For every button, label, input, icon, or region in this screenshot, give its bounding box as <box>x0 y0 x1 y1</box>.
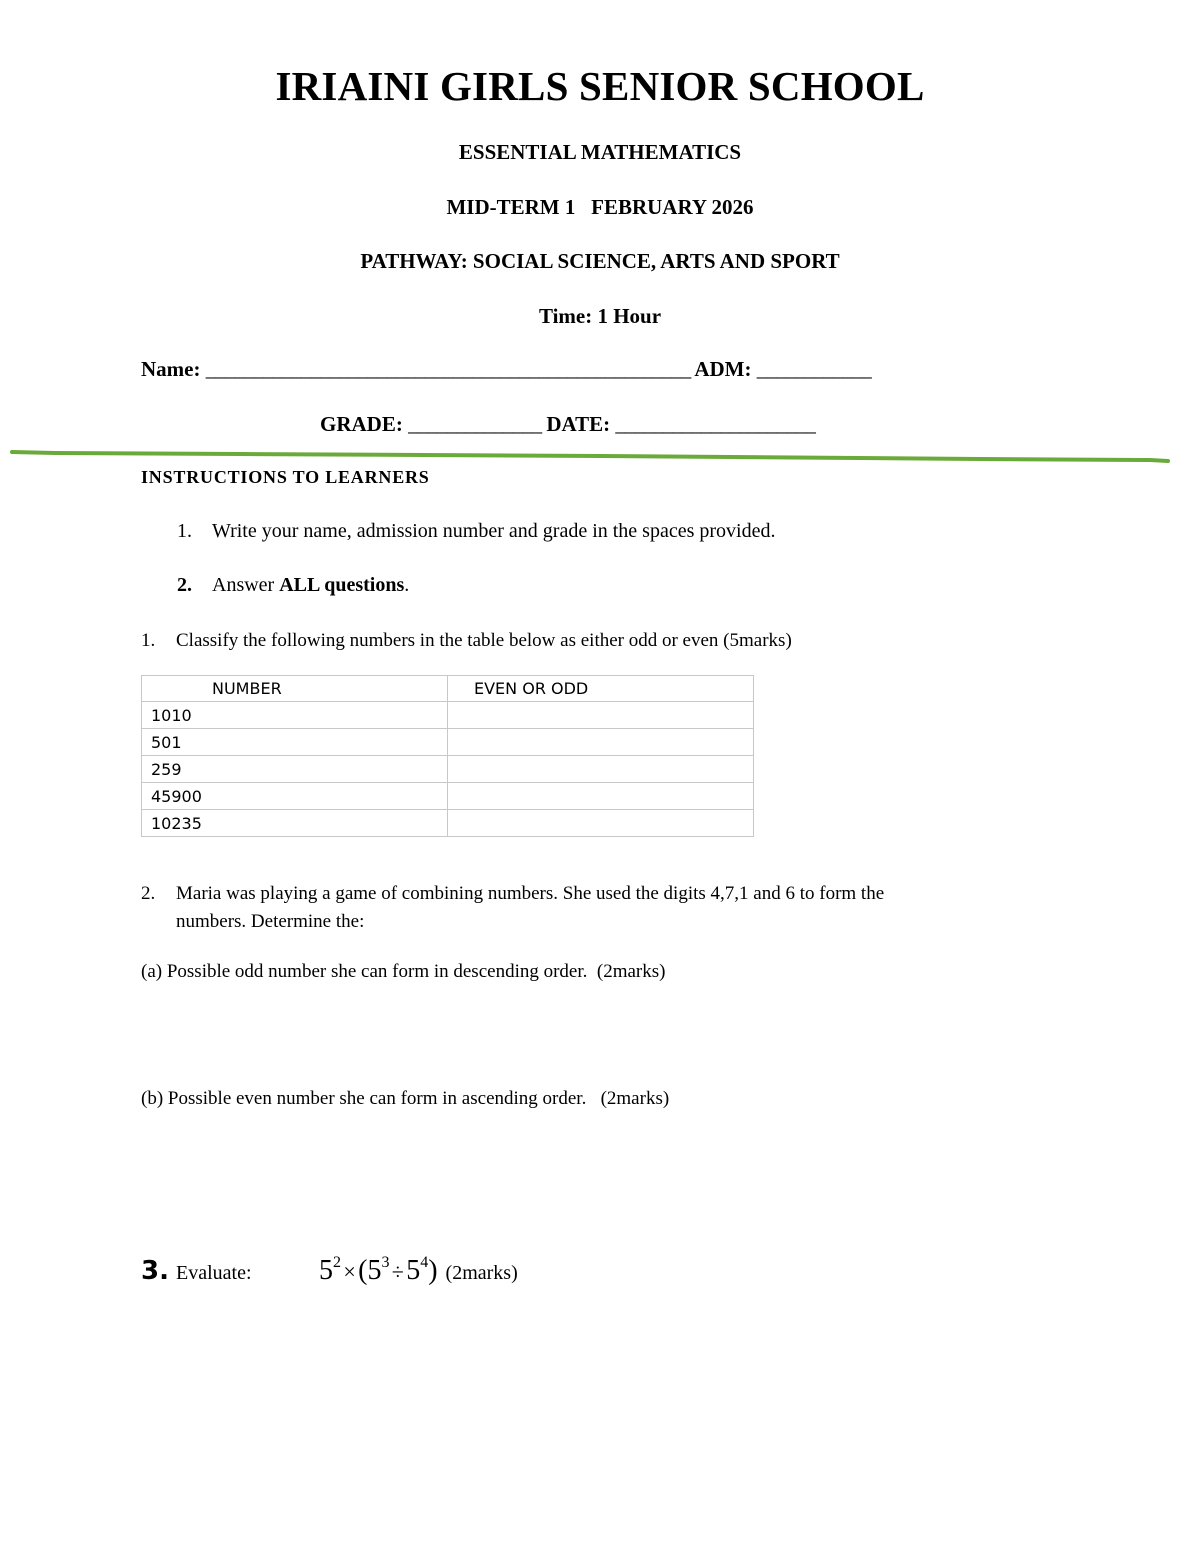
answer-cell[interactable] <box>448 729 754 756</box>
odd-even-table <box>141 675 754 837</box>
column-header-number: NUMBER <box>142 676 448 702</box>
table-row <box>142 756 754 783</box>
number-cell: 45900 <box>142 783 448 810</box>
number-cell: 10235 <box>142 810 448 837</box>
instructions-heading: INSTRUCTIONS TO LEARNERS <box>141 467 430 487</box>
base: 5 <box>406 1255 421 1286</box>
grade-field[interactable]: ______________ <box>408 412 542 436</box>
exponent: 4 <box>420 1254 429 1271</box>
question-label: Evaluate: <box>176 1262 252 1284</box>
number-cell: 1010 <box>142 702 448 729</box>
adm-field[interactable]: ____________ <box>756 357 871 381</box>
exam-time: Time: 1 Hour <box>538 304 662 328</box>
table-row <box>142 810 754 837</box>
close-paren: ) <box>428 1255 438 1286</box>
name-label: Name: <box>141 357 201 381</box>
instruction-item <box>177 520 775 543</box>
answer-cell[interactable] <box>448 810 754 837</box>
grade-label: GRADE: <box>320 412 403 436</box>
exam-term: MID-TERM 1 FEBRUARY 2026 <box>446 195 754 219</box>
instruction-number: 2. <box>177 574 192 596</box>
question-2b: (b) Possible even number she can form in ascending order. (2marks) <box>141 1088 670 1109</box>
question-text: Classify the following numbers in the table below as either odd or even (5marks) <box>176 630 792 651</box>
name-field[interactable]: ___________________________________________________ <box>205 357 691 381</box>
table-row <box>142 783 754 810</box>
pathway-line: PATHWAY: SOCIAL SCIENCE, ARTS AND SPORT <box>360 249 840 273</box>
instruction-text: Write your name, admission number and grade in the spaces provided. <box>212 520 776 542</box>
exponent: 3 <box>381 1254 390 1271</box>
column-header-even-or-odd: EVEN OR ODD <box>448 676 754 702</box>
answer-cell[interactable] <box>448 783 754 810</box>
base: 5 <box>319 1255 333 1286</box>
times-sign: × <box>343 1259 356 1284</box>
exponent: 2 <box>333 1254 341 1271</box>
subject-title: ESSENTIAL MATHEMATICS <box>458 140 742 164</box>
answer-cell[interactable] <box>448 702 754 729</box>
answer-cell[interactable] <box>448 756 754 783</box>
open-paren: ( <box>358 1255 368 1286</box>
question-2 <box>141 880 1001 936</box>
marks: (2marks) <box>445 1262 518 1284</box>
question-number: 3. <box>141 1256 169 1286</box>
instruction-text-bold: ALL questions <box>279 574 405 596</box>
question-3 <box>141 1254 518 1287</box>
table-row <box>142 729 754 756</box>
question-1 <box>141 627 792 655</box>
table-row <box>142 702 754 729</box>
question-number: 1. <box>141 630 156 651</box>
number-cell: 259 <box>142 756 448 783</box>
question-2a: (a) Possible odd number she can form in descending order. (2marks) <box>141 961 666 982</box>
divider-stroke <box>12 452 1168 461</box>
question-text-line-1: Maria was playing a game of combining numbers. She used the digits 4,7,1 and 6 to form the <box>176 883 885 904</box>
question-number: 2. <box>141 883 156 904</box>
instruction-item <box>177 574 409 597</box>
number-cell: 501 <box>142 729 448 756</box>
adm-label: ADM: <box>694 357 752 381</box>
name-adm-row <box>141 357 871 382</box>
school-name: IRIAINI GIRLS SENIOR SCHOOL <box>275 63 925 109</box>
divide-sign: ÷ <box>391 1259 404 1284</box>
math-expression <box>319 1255 438 1286</box>
instruction-text-prefix: Answer <box>212 574 280 596</box>
date-label: DATE: <box>546 412 611 436</box>
question-text-line-2: numbers. Determine the: <box>176 911 365 932</box>
date-field[interactable]: _____________________ <box>615 412 815 436</box>
table-header-row <box>142 676 754 702</box>
base: 5 <box>367 1255 382 1286</box>
grade-date-row <box>320 412 815 437</box>
instruction-text-suffix: . <box>404 574 410 596</box>
instruction-number: 1. <box>177 520 192 542</box>
